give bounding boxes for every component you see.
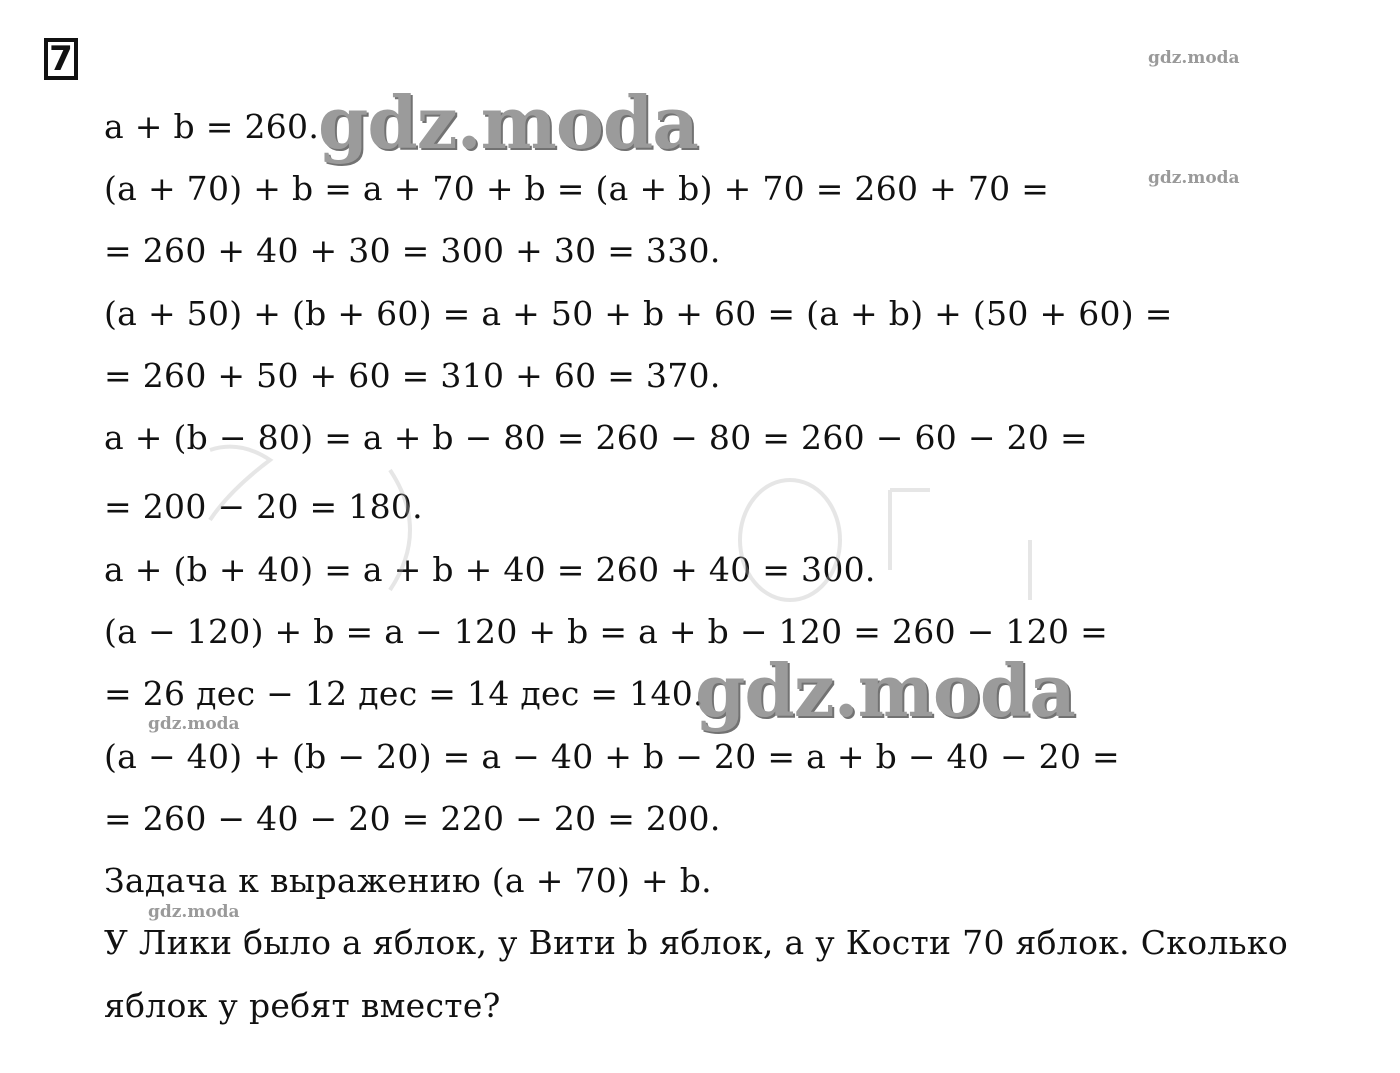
task-heading-line: Задача к выражению (a + 70) + b.	[104, 861, 712, 900]
solution-line-12: = 260 − 40 − 20 = 220 − 20 = 200.	[104, 799, 721, 838]
solution-line-4: (a + 50) + (b + 60) = a + 50 + b + 60 = (a + b) + (50 + 60) =	[104, 294, 1173, 333]
solution-line-2: (a + 70) + b = a + 70 + b = (a + b) + 70 = 260 + 70 =	[104, 169, 1050, 208]
watermark-small-3: gdz.moda	[148, 714, 240, 734]
solution-line-1: a + b = 260.	[104, 107, 320, 146]
solution-line-10: = 26 дес − 12 дес = 14 дес = 140.	[104, 674, 704, 713]
solution-line-7: = 200 − 20 = 180.	[104, 487, 423, 526]
solution-line-9: (a − 120) + b = a − 120 + b = a + b − 120 = 260 − 120 =	[104, 612, 1109, 651]
watermark-small-4: gdz.moda	[148, 902, 240, 922]
solution-line-11: (a − 40) + (b − 20) = a − 40 + b − 20 = a + b − 40 − 20 =	[104, 737, 1121, 776]
task-number-box: 7	[44, 38, 78, 80]
watermark-large-bottom: gdz.moda	[695, 648, 1075, 733]
solution-line-3: = 260 + 40 + 30 = 300 + 30 = 330.	[104, 231, 721, 270]
solution-line-8: a + (b + 40) = a + b + 40 = 260 + 40 = 300.	[104, 550, 876, 589]
solution-line-5: = 260 + 50 + 60 = 310 + 60 = 370.	[104, 356, 721, 395]
watermark-small-1: gdz.moda	[1148, 48, 1240, 68]
task-text-line-2: яблок у ребят вместе?	[104, 986, 501, 1025]
task-text-line-1: У Лики было a яблок, у Вити b яблок, а у Кости 70 яблок. Сколько	[104, 923, 1289, 962]
watermark-small-2: gdz.moda	[1148, 168, 1240, 188]
solution-line-6: a + (b − 80) = a + b − 80 = 260 − 80 = 260 − 60 − 20 =	[104, 418, 1088, 457]
watermark-large-top: gdz.moda	[318, 80, 698, 165]
